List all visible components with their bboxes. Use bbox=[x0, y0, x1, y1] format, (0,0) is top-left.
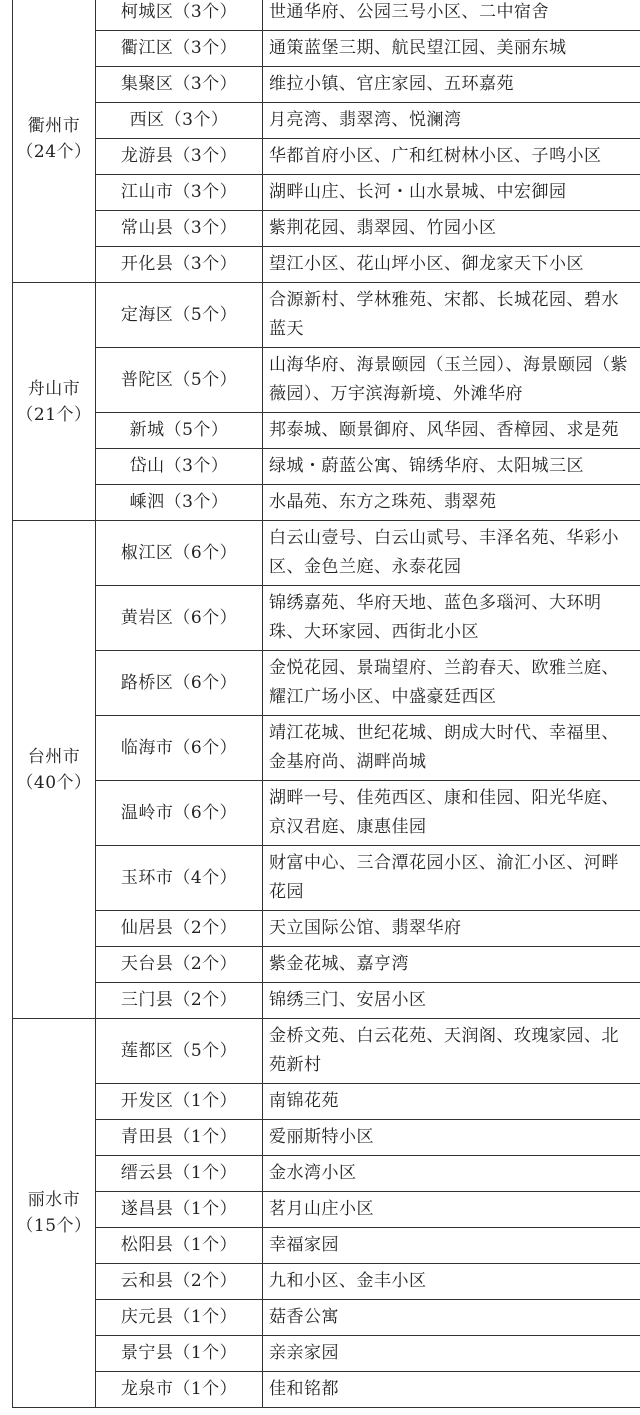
community-list-cell: 邦泰城、颐景御府、风华园、香樟园、求是苑 bbox=[263, 413, 640, 449]
county-cell: 岱山（3个） bbox=[96, 449, 263, 485]
city-count: （21个） bbox=[16, 404, 92, 425]
community-list-cell: 南锦花苑 bbox=[263, 1084, 640, 1120]
community-list-cell: 金水湾小区 bbox=[263, 1156, 640, 1192]
county-cell: 玉环市（4个） bbox=[96, 846, 263, 911]
table-row bbox=[13, 1228, 640, 1264]
county-cell: 天台县（2个） bbox=[96, 947, 263, 983]
community-list-cell: 茗月山庄小区 bbox=[263, 1192, 640, 1228]
county-cell: 龙泉市（1个） bbox=[96, 1372, 263, 1408]
city-cell bbox=[13, 521, 96, 1019]
county-cell: 云和县（2个） bbox=[96, 1264, 263, 1300]
community-list-cell: 天立国际公馆、翡翠华府 bbox=[263, 911, 640, 947]
table-row bbox=[13, 651, 640, 716]
community-list-cell: 金悦花园、景瑞望府、兰韵春天、欧雅兰庭、耀江广场小区、中盛豪廷西区 bbox=[263, 651, 640, 716]
city-cell bbox=[13, 283, 96, 521]
county-cell: 江山市（3个） bbox=[96, 175, 263, 211]
county-cell: 温岭市（6个） bbox=[96, 781, 263, 846]
community-list-cell: 望江小区、花山坪小区、御龙家天下小区 bbox=[263, 247, 640, 283]
community-list-cell: 靖江花城、世纪花城、朗成大时代、幸福里、金基府尚、湖畔尚城 bbox=[263, 716, 640, 781]
county-cell: 庆元县（1个） bbox=[96, 1300, 263, 1336]
city-cell bbox=[13, 1019, 96, 1408]
table-row bbox=[13, 716, 640, 781]
county-cell: 新城（5个） bbox=[96, 413, 263, 449]
city-cell bbox=[13, 0, 96, 283]
table-row bbox=[13, 1336, 640, 1372]
community-list-cell: 白云山壹号、白云山贰号、丰泽名苑、华彩小区、金色兰庭、永泰花园 bbox=[263, 521, 640, 586]
table-row bbox=[13, 139, 640, 175]
county-cell: 景宁县（1个） bbox=[96, 1336, 263, 1372]
table-body bbox=[13, 0, 640, 1408]
table-row bbox=[13, 485, 640, 521]
county-cell: 普陀区（5个） bbox=[96, 348, 263, 413]
community-list-cell: 财富中心、三合潭花园小区、渝汇小区、河畔花园 bbox=[263, 846, 640, 911]
community-list-cell: 湖畔山庄、长河・山水景城、中宏御园 bbox=[263, 175, 640, 211]
community-list-cell: 世通华府、公园三号小区、二中宿舍 bbox=[263, 0, 640, 31]
table-row bbox=[13, 449, 640, 485]
city-name: 台州市 bbox=[27, 746, 81, 767]
table-row bbox=[13, 413, 640, 449]
table-row bbox=[13, 983, 640, 1019]
table-row bbox=[13, 67, 640, 103]
community-list-cell: 通策蓝堡三期、航民望江园、美丽东城 bbox=[263, 31, 640, 67]
table-row bbox=[13, 283, 640, 348]
county-cell: 嵊泗（3个） bbox=[96, 485, 263, 521]
table-row bbox=[13, 846, 640, 911]
community-list-cell: 月亮湾、翡翠湾、悦澜湾 bbox=[263, 103, 640, 139]
table-row bbox=[13, 1156, 640, 1192]
table-row bbox=[13, 1300, 640, 1336]
county-cell: 青田县（1个） bbox=[96, 1120, 263, 1156]
community-list-cell: 紫金花城、嘉亨湾 bbox=[263, 947, 640, 983]
table-row bbox=[13, 175, 640, 211]
county-cell: 莲都区（5个） bbox=[96, 1019, 263, 1084]
city-count: （15个） bbox=[16, 1216, 92, 1236]
community-list-cell: 合源新村、学林雅苑、宋都、长城花园、碧水蓝天 bbox=[263, 283, 640, 348]
community-list-cell: 幸福家园 bbox=[263, 1228, 640, 1264]
table-row bbox=[13, 586, 640, 651]
table-row bbox=[13, 348, 640, 413]
community-list-cell: 金桥文苑、白云花苑、天润阁、玫瑰家园、北苑新村 bbox=[263, 1019, 640, 1084]
county-cell: 西区（3个） bbox=[96, 103, 263, 139]
community-list-cell: 菇香公寓 bbox=[263, 1300, 640, 1336]
community-list-cell: 绿城・蔚蓝公寓、锦绣华府、太阳城三区 bbox=[263, 449, 640, 485]
community-list-cell: 紫荆花园、翡翠园、竹园小区 bbox=[263, 211, 640, 247]
table-row bbox=[13, 211, 640, 247]
county-cell: 开化县（3个） bbox=[96, 247, 263, 283]
table-row bbox=[13, 1120, 640, 1156]
community-list-cell: 水晶苑、东方之珠苑、翡翠苑 bbox=[263, 485, 640, 521]
city-count: （24个） bbox=[16, 141, 92, 162]
table-row bbox=[13, 1372, 640, 1408]
community-list-cell: 锦绣三门、安居小区 bbox=[263, 983, 640, 1019]
table-row bbox=[13, 1264, 640, 1300]
community-list-cell: 九和小区、金丰小区 bbox=[263, 1264, 640, 1300]
city-name: 丽水市 bbox=[27, 1190, 81, 1210]
county-cell: 衢江区（3个） bbox=[96, 31, 263, 67]
community-list-cell: 湖畔一号、佳苑西区、康和佳园、阳光华庭、京汉君庭、康惠佳园 bbox=[263, 781, 640, 846]
county-cell: 遂昌县（1个） bbox=[96, 1192, 263, 1228]
table-row bbox=[13, 247, 640, 283]
table-row bbox=[13, 781, 640, 846]
table-row bbox=[13, 31, 640, 67]
community-list-cell: 佳和铭都 bbox=[263, 1372, 640, 1408]
table-row bbox=[13, 1084, 640, 1120]
county-cell: 柯城区（3个） bbox=[96, 0, 263, 31]
table-row bbox=[13, 1019, 640, 1084]
county-cell: 仙居县（2个） bbox=[96, 911, 263, 947]
community-list-cell: 山海华府、海景颐园（玉兰园）、海景颐园（紫薇园）、万宇滨海新境、外滩华府 bbox=[263, 348, 640, 413]
community-list-cell: 维拉小镇、官庄家园、五环嘉苑 bbox=[263, 67, 640, 103]
community-list-cell: 爱丽斯特小区 bbox=[263, 1120, 640, 1156]
county-cell: 松阳县（1个） bbox=[96, 1228, 263, 1264]
table-row bbox=[13, 947, 640, 983]
county-cell: 缙云县（1个） bbox=[96, 1156, 263, 1192]
community-list-cell: 华都首府小区、广和红树林小区、子鸣小区 bbox=[263, 139, 640, 175]
county-cell: 常山县（3个） bbox=[96, 211, 263, 247]
county-cell: 椒江区（6个） bbox=[96, 521, 263, 586]
county-cell: 临海市（6个） bbox=[96, 716, 263, 781]
community-table bbox=[12, 0, 640, 1408]
table-row bbox=[13, 521, 640, 586]
table-row bbox=[13, 0, 640, 31]
county-cell: 三门县（2个） bbox=[96, 983, 263, 1019]
county-cell: 集聚区（3个） bbox=[96, 67, 263, 103]
community-list-cell: 亲亲家园 bbox=[263, 1336, 640, 1372]
table-row bbox=[13, 1192, 640, 1228]
county-cell: 黄岩区（6个） bbox=[96, 586, 263, 651]
city-name: 舟山市 bbox=[27, 378, 81, 399]
city-name: 衢州市 bbox=[27, 115, 81, 136]
county-cell: 定海区（5个） bbox=[96, 283, 263, 348]
table-row bbox=[13, 911, 640, 947]
county-cell: 开发区（1个） bbox=[96, 1084, 263, 1120]
community-list-cell: 锦绣嘉苑、华府天地、蓝色多瑙河、大环明珠、大环家园、西街北小区 bbox=[263, 586, 640, 651]
city-count: （40个） bbox=[16, 772, 92, 793]
table-row bbox=[13, 103, 640, 139]
county-cell: 路桥区（6个） bbox=[96, 651, 263, 716]
county-cell: 龙游县（3个） bbox=[96, 139, 263, 175]
